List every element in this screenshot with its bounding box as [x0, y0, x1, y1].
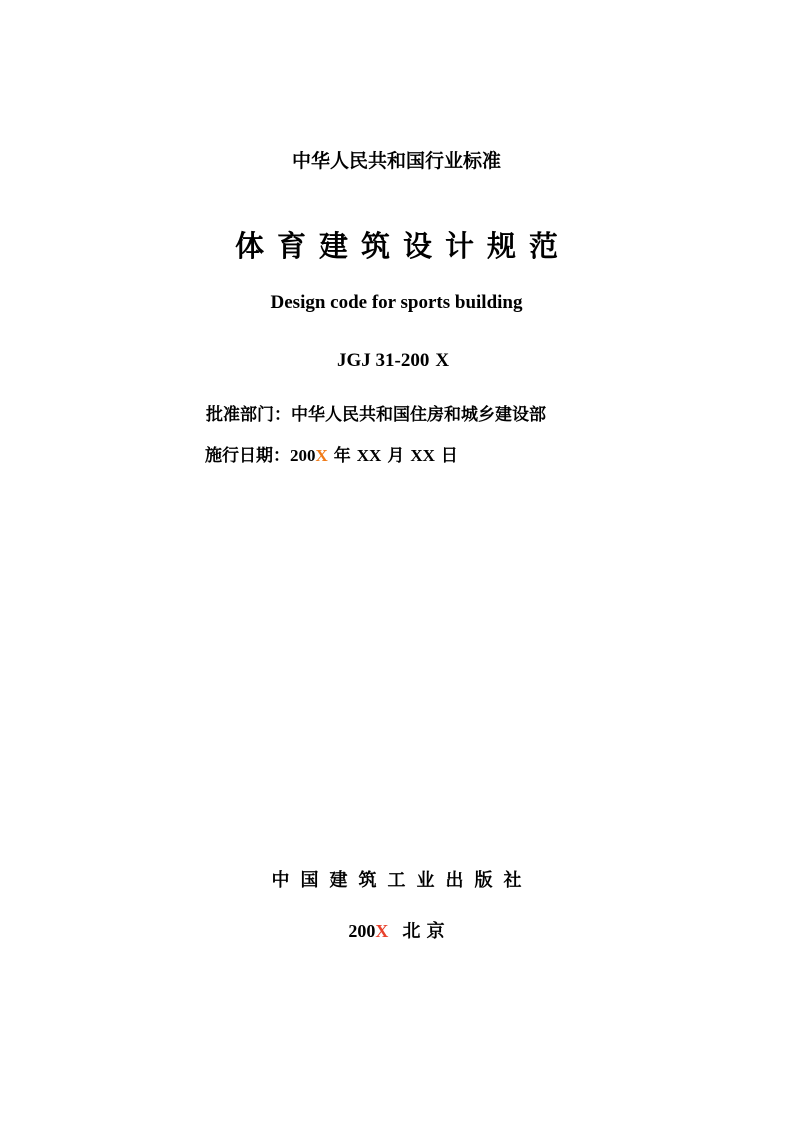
publisher-name: 中国建筑工业出版社	[271, 870, 533, 891]
standard-code-suffix: X	[435, 350, 450, 371]
approval-label: 批准部门：	[206, 405, 291, 425]
standard-code	[337, 350, 449, 372]
industry-standard-label: 中华人民共和国行业标准	[291, 150, 501, 172]
publication-city: 北 京	[402, 921, 445, 942]
english-title: Design code for sports building	[270, 292, 523, 313]
publication-place-year	[0, 917, 793, 943]
document-title: 体育建筑设计规范	[234, 229, 571, 263]
effective-day-unit: 日	[440, 446, 458, 466]
effective-date	[205, 441, 458, 466]
publication-year-prefix: 200	[348, 921, 376, 941]
effective-label: 施行日期：	[205, 446, 290, 466]
approval-department	[206, 400, 546, 425]
effective-year-suffix: X	[315, 446, 328, 465]
approval-value: 中华人民共和国住房和城乡建设部	[291, 405, 546, 425]
publication-year-suffix: X	[375, 921, 389, 941]
effective-day: XX	[410, 446, 435, 465]
effective-month: XX	[356, 446, 382, 465]
effective-month-unit: 月	[387, 446, 405, 466]
effective-year-prefix: 200	[290, 446, 316, 465]
effective-year-unit: 年	[333, 446, 351, 466]
standard-code-prefix: JGJ 31-200	[337, 350, 430, 371]
